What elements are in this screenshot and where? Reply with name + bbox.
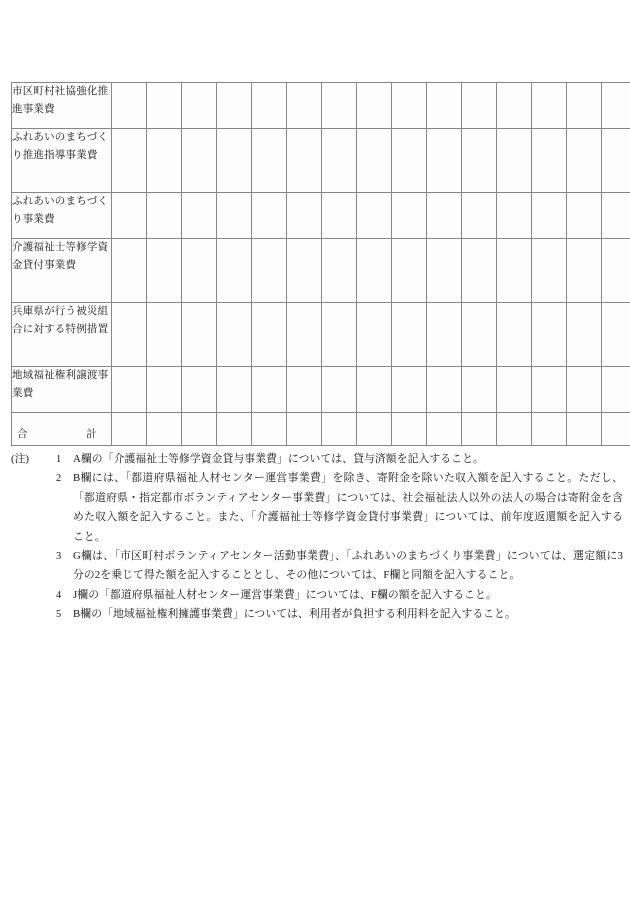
data-cell[interactable] <box>462 303 497 367</box>
data-cell[interactable] <box>287 239 322 303</box>
data-cell[interactable] <box>252 303 287 367</box>
data-cell[interactable] <box>602 367 630 413</box>
data-cell[interactable] <box>532 83 567 129</box>
data-cell[interactable] <box>567 367 602 413</box>
data-cell[interactable] <box>322 83 357 129</box>
notes-section <box>11 450 623 625</box>
data-cell[interactable] <box>322 367 357 413</box>
total-data-cell[interactable] <box>112 413 147 446</box>
note-item <box>11 547 623 586</box>
data-cell[interactable] <box>602 303 630 367</box>
data-cell[interactable] <box>217 129 252 193</box>
data-cell[interactable] <box>287 129 322 193</box>
row-label-cell: 市区町村社協強化推進事業費 <box>12 83 112 129</box>
note-text: B欄には、「都道府県福祉人材センター運営事業費」を除き、寄附金を除いた収入額を記入すること。ただし、「都道府県・指定都市ボランティアセンター事業費」については、社会福祉法人以外の法人の場合は寄附金を含めた収入額を記入すること。また、「介護福祉士等修学資金貸付事業費」については、前年度返還額を記入すること。 <box>73 472 623 543</box>
row-label-cell: 兵庫県が行う被災組合に対する特例措置 <box>12 303 112 367</box>
data-cell[interactable] <box>322 303 357 367</box>
data-cell[interactable] <box>217 193 252 239</box>
data-cell[interactable] <box>217 367 252 413</box>
data-cell[interactable] <box>147 239 182 303</box>
data-cell[interactable] <box>182 303 217 367</box>
data-cell[interactable] <box>427 367 462 413</box>
data-cell[interactable] <box>567 193 602 239</box>
total-data-cell[interactable] <box>252 413 287 446</box>
data-cell[interactable] <box>287 367 322 413</box>
data-cell[interactable] <box>252 239 287 303</box>
data-cell[interactable] <box>112 239 147 303</box>
data-cell[interactable] <box>182 367 217 413</box>
data-cell[interactable] <box>497 239 532 303</box>
total-data-cell[interactable] <box>322 413 357 446</box>
data-cell[interactable] <box>147 129 182 193</box>
data-cell[interactable] <box>322 129 357 193</box>
data-cell[interactable] <box>147 303 182 367</box>
total-data-cell[interactable] <box>462 413 497 446</box>
data-cell[interactable] <box>252 83 287 129</box>
total-data-cell[interactable] <box>497 413 532 446</box>
total-data-cell[interactable] <box>217 413 252 446</box>
data-cell[interactable] <box>497 193 532 239</box>
table-row <box>12 129 630 193</box>
table-total-row <box>12 413 630 446</box>
data-cell[interactable] <box>392 367 427 413</box>
data-cell[interactable] <box>392 239 427 303</box>
data-cell[interactable] <box>427 83 462 129</box>
data-cell[interactable] <box>357 129 392 193</box>
data-cell[interactable] <box>497 367 532 413</box>
data-cell[interactable] <box>147 367 182 413</box>
data-cell[interactable] <box>182 193 217 239</box>
data-cell[interactable] <box>252 129 287 193</box>
table-row <box>12 367 630 413</box>
note-text: A欄の「介護福祉士等修学資金貸与事業費」については、貸与済額を記入すること。 <box>73 453 484 465</box>
data-cell[interactable] <box>532 303 567 367</box>
data-cell[interactable] <box>322 193 357 239</box>
data-cell[interactable] <box>427 193 462 239</box>
row-label-cell: 地域福祉権利譲渡事業費 <box>12 367 112 413</box>
data-cell[interactable] <box>532 129 567 193</box>
table-row <box>12 83 630 129</box>
expense-table <box>11 82 630 446</box>
data-cell[interactable] <box>287 83 322 129</box>
data-cell[interactable] <box>532 193 567 239</box>
total-label-right: 計 <box>86 429 97 440</box>
total-data-cell[interactable] <box>567 413 602 446</box>
data-cell[interactable] <box>287 193 322 239</box>
data-cell[interactable] <box>357 193 392 239</box>
row-label-cell: ふれあいのまちづくり事業費 <box>12 193 112 239</box>
data-cell[interactable] <box>567 239 602 303</box>
data-cell[interactable] <box>567 129 602 193</box>
data-cell[interactable] <box>567 83 602 129</box>
data-cell[interactable] <box>217 239 252 303</box>
data-cell[interactable] <box>497 129 532 193</box>
data-cell[interactable] <box>392 193 427 239</box>
data-cell[interactable] <box>462 239 497 303</box>
data-cell[interactable] <box>567 303 602 367</box>
table-row <box>12 193 630 239</box>
row-label-cell: 介護福祉士等修学資金貸付事業費 <box>12 239 112 303</box>
data-cell[interactable] <box>112 193 147 239</box>
total-label-cell <box>12 413 112 446</box>
row-label-cell: ふれあいのまちづくり推進指導事業費 <box>12 129 112 193</box>
data-cell[interactable] <box>112 83 147 129</box>
note-number: 3 <box>56 551 62 563</box>
note-number: 5 <box>56 609 62 621</box>
data-cell[interactable] <box>357 239 392 303</box>
expense-table-container <box>11 82 620 446</box>
data-cell[interactable] <box>462 193 497 239</box>
total-data-cell[interactable] <box>182 413 217 446</box>
note-text: G欄は、「市区町村ボランティアセンター活動事業費」、「ふれあいのまちづくり事業費」については、選定額に3分の2を乗じて得た額を記入することとし、その他については、F欄と同額を記入すること。 <box>73 550 623 582</box>
data-cell[interactable] <box>252 193 287 239</box>
data-cell[interactable] <box>392 129 427 193</box>
data-cell[interactable] <box>252 367 287 413</box>
data-cell[interactable] <box>602 83 630 129</box>
total-label-left: 合 <box>17 429 28 440</box>
total-data-cell[interactable] <box>392 413 427 446</box>
data-cell[interactable] <box>357 367 392 413</box>
data-cell[interactable] <box>462 367 497 413</box>
note-text: J欄の「都道府県福祉人材センター運営事業費」については、F欄の額を記入すること。 <box>73 588 497 601</box>
data-cell[interactable] <box>182 239 217 303</box>
data-cell[interactable] <box>182 129 217 193</box>
data-cell[interactable] <box>427 129 462 193</box>
data-cell[interactable] <box>217 83 252 129</box>
data-cell[interactable] <box>602 239 630 303</box>
data-cell[interactable] <box>182 83 217 129</box>
data-cell[interactable] <box>532 239 567 303</box>
note-item <box>11 605 623 624</box>
total-data-cell[interactable] <box>147 413 182 446</box>
data-cell[interactable] <box>392 83 427 129</box>
data-cell[interactable] <box>602 193 630 239</box>
data-cell[interactable] <box>497 83 532 129</box>
expense-table-body <box>12 83 630 446</box>
total-data-cell[interactable] <box>602 413 630 446</box>
data-cell[interactable] <box>147 193 182 239</box>
data-cell[interactable] <box>322 239 357 303</box>
data-cell[interactable] <box>357 83 392 129</box>
data-cell[interactable] <box>427 239 462 303</box>
data-cell[interactable] <box>217 303 252 367</box>
data-cell[interactable] <box>147 83 182 129</box>
note-text: B欄の「地域福祉権利擁護事業費」については、利用者が負担する利用料を記入すること。 <box>73 608 516 621</box>
data-cell[interactable] <box>392 303 427 367</box>
data-cell[interactable] <box>462 129 497 193</box>
data-cell[interactable] <box>112 303 147 367</box>
total-data-cell[interactable] <box>287 413 322 446</box>
data-cell[interactable] <box>287 303 322 367</box>
note-item <box>11 586 623 605</box>
note-item <box>11 469 623 547</box>
data-cell[interactable] <box>532 367 567 413</box>
data-cell[interactable] <box>357 303 392 367</box>
data-cell[interactable] <box>112 129 147 193</box>
data-cell[interactable] <box>112 367 147 413</box>
note-number: 4 <box>56 589 62 601</box>
table-row <box>12 303 630 367</box>
data-cell[interactable] <box>602 129 630 193</box>
total-data-cell[interactable] <box>532 413 567 446</box>
note-number: 2 <box>56 473 62 485</box>
data-cell[interactable] <box>462 83 497 129</box>
total-data-cell[interactable] <box>427 413 462 446</box>
data-cell[interactable] <box>427 303 462 367</box>
notes-header-label: (注) <box>11 453 29 465</box>
note-item <box>11 450 623 469</box>
note-number: 1 <box>56 454 62 465</box>
table-row <box>12 239 630 303</box>
data-cell[interactable] <box>497 303 532 367</box>
total-data-cell[interactable] <box>357 413 392 446</box>
